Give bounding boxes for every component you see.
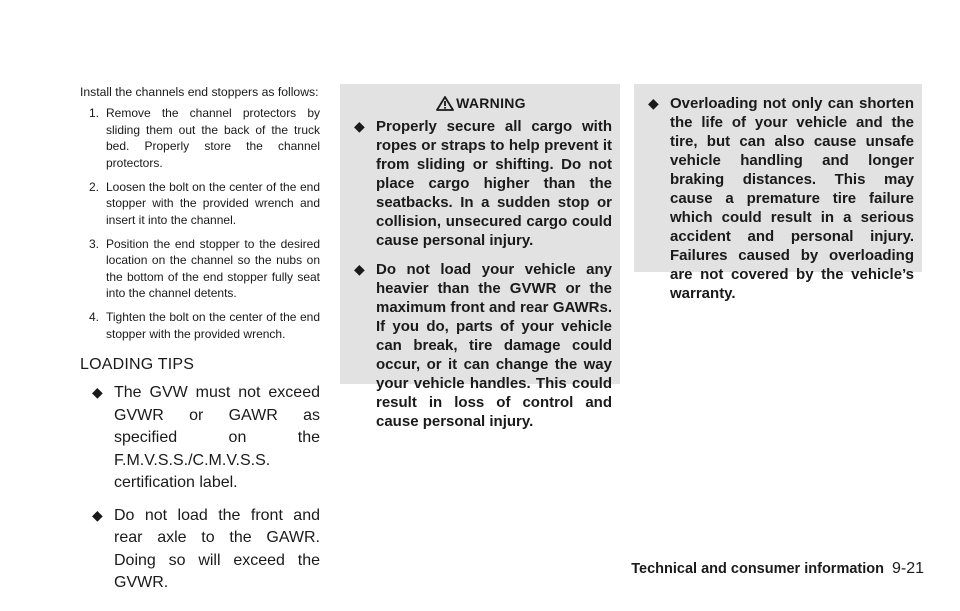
step-item: [80, 309, 320, 342]
warning-item: [350, 260, 612, 431]
warning-list: [644, 94, 914, 303]
install-steps: [80, 105, 320, 342]
step-item: [80, 179, 320, 229]
left-column: [80, 84, 320, 605]
warning-continuation-box: [634, 84, 922, 302]
tip-text: Do not load the front and rear axle to the GAWR. Doing so will exceed the GVWR.: [114, 506, 320, 591]
page-number: 9-21: [891, 560, 924, 577]
intro-text: Install the channels end stoppers as follows:: [80, 85, 319, 99]
warning-triangle-icon: [436, 96, 454, 111]
tip-item: [80, 382, 320, 495]
step-item: [80, 236, 320, 302]
warning-title: WARNING: [456, 95, 526, 111]
diamond-bullet-icon: ◆: [354, 261, 365, 277]
step-number: 3.: [89, 236, 100, 251]
tip-text: The GVW must not exceed GVWR or GAWR as specified on the F.M.V.S.S./C.M.V.S.S. certification label.: [114, 384, 320, 491]
step-item: [80, 105, 320, 171]
section-title: LOADING TIPS: [80, 356, 195, 373]
warning-header: [350, 94, 612, 113]
diamond-bullet-icon: ◆: [92, 506, 103, 523]
step-text: Loosen the bolt on the center of the end stopper with the provided wrench and insert it into the channel.: [106, 179, 320, 227]
warning-item: [644, 94, 914, 303]
diamond-bullet-icon: ◆: [354, 118, 365, 134]
step-number: 4.: [89, 310, 100, 324]
footer-section-name: Technical and consumer information: [631, 561, 884, 577]
warning-text: Overloading not only can shorten the life of your vehicle and the tire, but can also cause unsafe vehicle handling and longer braking distances. This may cause a premature tire failure which could result in a serious accident and personal injury. Failures caused by overloading are not covered by the vehicle’s warranty.: [670, 95, 914, 302]
diamond-bullet-icon: ◆: [648, 95, 659, 111]
tip-item: [80, 505, 320, 595]
step-number: 1.: [89, 106, 100, 120]
step-number: 2.: [89, 179, 100, 194]
step-text: Remove the channel protectors by sliding them out the back of the truck bed. Properly store the channel protectors.: [106, 106, 320, 170]
step-text: Position the end stopper to the desired location on the channel so the nubs on the bottom of the end stopper fully seat into the channel detents.: [106, 236, 320, 300]
page-footer: [631, 560, 924, 578]
warning-list: [350, 117, 612, 431]
warning-item: [350, 117, 612, 250]
warning-text: Properly secure all cargo with ropes or straps to help prevent it from sliding or shifting. Do not place cargo higher than the seatbacks. In a sudden stop or collision, unsecured cargo could cause personal injury.: [376, 118, 612, 249]
warning-text: Do not load your vehicle any heavier than the GVWR or the maximum front and rear GAWRs. If you do, parts of your vehicle can break, tire damage could occur, or it can change the way your vehicle handles. This could result in loss of control and cause personal injury.: [376, 261, 612, 430]
step-text: Tighten the bolt on the center of the end stopper with the provided wrench.: [106, 310, 320, 341]
warning-box: [340, 84, 620, 430]
loading-tips-list: [80, 382, 320, 595]
diamond-bullet-icon: ◆: [92, 384, 103, 400]
